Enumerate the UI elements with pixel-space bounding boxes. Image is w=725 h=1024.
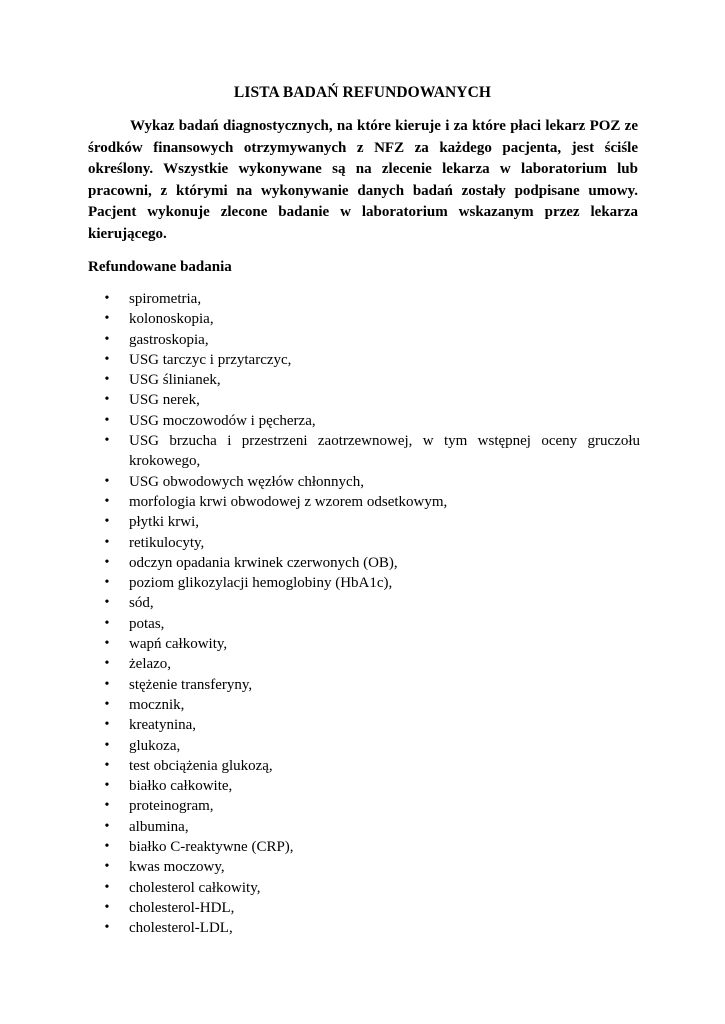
bullet-icon: • bbox=[104, 879, 110, 895]
list-item bbox=[100, 431, 640, 472]
list-item bbox=[100, 411, 640, 431]
intro-paragraph: Wykaz badań diagnostycznych, na które kieruje i za które płaci lekarz POZ ze środków finansowych otrzymywanych z NFZ za każdego pacjenta, jest ściśle określony. Wszystkie wykonywane są na zlecenie lekarza w laboratorium lub pracowni, z którymi na wykonywanie danych badań zostały podpisane umowy. Pacjent wykonuje zlecone badanie w laboratorium wskazanym przez lekarza kierującego. bbox=[88, 118, 638, 242]
list-item-text: kreatynina, bbox=[129, 717, 197, 734]
list-item-text: glukoza, bbox=[129, 737, 181, 754]
list-item bbox=[100, 309, 640, 329]
bullet-icon: • bbox=[104, 331, 110, 347]
list-item bbox=[100, 756, 640, 776]
list-item-text: USG nerek, bbox=[129, 392, 200, 409]
list-item-text: gastroskopia, bbox=[129, 331, 209, 348]
list-item-text: kolonoskopia, bbox=[129, 311, 214, 328]
bullet-icon: • bbox=[104, 920, 110, 936]
bullet-icon: • bbox=[104, 615, 110, 631]
list-item-text: spirometria, bbox=[129, 291, 202, 307]
bullet-icon: • bbox=[104, 757, 110, 773]
list-item bbox=[100, 634, 640, 654]
bullet-icon: • bbox=[104, 311, 110, 327]
bullet-icon: • bbox=[104, 636, 110, 652]
list-item bbox=[100, 878, 640, 898]
bullet-icon: • bbox=[104, 696, 110, 712]
bullet-icon: • bbox=[104, 859, 110, 875]
list-item-text: wapń całkowity, bbox=[129, 636, 228, 653]
list-item bbox=[100, 533, 640, 553]
list-item bbox=[100, 817, 640, 837]
list-item-text: USG obwodowych węzłów chłonnych, bbox=[129, 473, 364, 490]
list-item-text: USG ślinianek, bbox=[129, 372, 221, 389]
list-item-text: proteinogram, bbox=[129, 798, 214, 815]
list-item-text: cholesterol-HDL, bbox=[129, 899, 235, 916]
list-item bbox=[100, 715, 640, 735]
list-item bbox=[100, 512, 640, 532]
list-item-text: stężenie transferyny, bbox=[129, 676, 253, 693]
list-item bbox=[100, 472, 640, 492]
list-item bbox=[100, 654, 640, 674]
bullet-icon: • bbox=[104, 656, 110, 672]
bullet-icon: • bbox=[104, 493, 110, 509]
list-item bbox=[100, 695, 640, 715]
list-item bbox=[100, 837, 640, 857]
list-item bbox=[100, 289, 640, 309]
bullet-icon: • bbox=[104, 839, 110, 855]
bullet-icon: • bbox=[104, 676, 110, 692]
list-item-text: płytki krwi, bbox=[129, 514, 199, 531]
list-item-text: albumina, bbox=[129, 818, 189, 835]
bullet-icon: • bbox=[104, 798, 110, 814]
list-item bbox=[100, 350, 640, 370]
list-item-text: cholesterol całkowity, bbox=[129, 879, 261, 896]
list-item bbox=[100, 593, 640, 613]
list-item bbox=[100, 918, 640, 938]
list-item-text: mocznik, bbox=[129, 696, 185, 713]
list-item bbox=[100, 796, 640, 816]
bullet-icon: • bbox=[104, 818, 110, 834]
page-title: LISTA BADAŃ REFUNDOWANYCH bbox=[233, 84, 492, 101]
list-item-text: kwas moczowy, bbox=[129, 859, 225, 876]
refunded-tests-list bbox=[100, 289, 640, 939]
bullet-icon: • bbox=[104, 291, 110, 306]
list-item-text: poziom glikozylacji hemoglobiny (HbA1c), bbox=[129, 575, 393, 592]
list-item bbox=[100, 614, 640, 634]
list-item-text: sód, bbox=[129, 595, 154, 612]
bullet-icon: • bbox=[104, 433, 110, 449]
bullet-icon: • bbox=[104, 595, 110, 611]
list-item bbox=[100, 736, 640, 756]
bullet-icon: • bbox=[104, 737, 110, 753]
list-item bbox=[100, 857, 640, 877]
list-item-text: cholesterol-LDL, bbox=[129, 920, 233, 937]
list-item-text: retikulocyty, bbox=[129, 534, 205, 551]
list-item bbox=[100, 776, 640, 796]
bullet-icon: • bbox=[104, 778, 110, 794]
list-item bbox=[100, 898, 640, 918]
list-item-text: USG tarczyc i przytarczyc, bbox=[129, 351, 292, 368]
bullet-icon: • bbox=[104, 534, 110, 550]
list-item-text: białko całkowite, bbox=[129, 778, 233, 795]
bullet-icon: • bbox=[104, 412, 110, 428]
section-heading: Refundowane badania bbox=[88, 259, 232, 275]
list-item bbox=[100, 553, 640, 573]
list-item bbox=[100, 370, 640, 390]
list-item-text: białko C-reaktywne (CRP), bbox=[129, 839, 294, 856]
list-item-text: żelazo, bbox=[129, 656, 172, 673]
list-item-text: potas, bbox=[129, 615, 165, 632]
bullet-icon: • bbox=[104, 392, 110, 408]
list-item bbox=[100, 675, 640, 695]
list-item bbox=[100, 330, 640, 350]
list-item bbox=[100, 492, 640, 512]
list-item-text: USG moczowodów i pęcherza, bbox=[129, 412, 316, 429]
list-item-text: morfologia krwi obwodowej z wzorem odsetkowym, bbox=[129, 493, 448, 510]
list-item bbox=[100, 573, 640, 593]
bullet-icon: • bbox=[104, 473, 110, 489]
bullet-icon: • bbox=[104, 575, 110, 591]
list-item-text: test obciążenia glukozą, bbox=[129, 757, 273, 774]
bullet-icon: • bbox=[104, 372, 110, 388]
bullet-icon: • bbox=[104, 899, 110, 915]
bullet-icon: • bbox=[104, 514, 110, 530]
list-item bbox=[100, 390, 640, 410]
list-item-text: USG brzucha i przestrzeni zaotrzewnowej, w tym wstępnej oceny gruczołu krokowego, bbox=[129, 433, 640, 470]
bullet-icon: • bbox=[104, 351, 110, 367]
bullet-icon: • bbox=[104, 717, 110, 733]
bullet-icon: • bbox=[104, 554, 110, 570]
list-item-text: odczyn opadania krwinek czerwonych (OB), bbox=[129, 554, 398, 571]
